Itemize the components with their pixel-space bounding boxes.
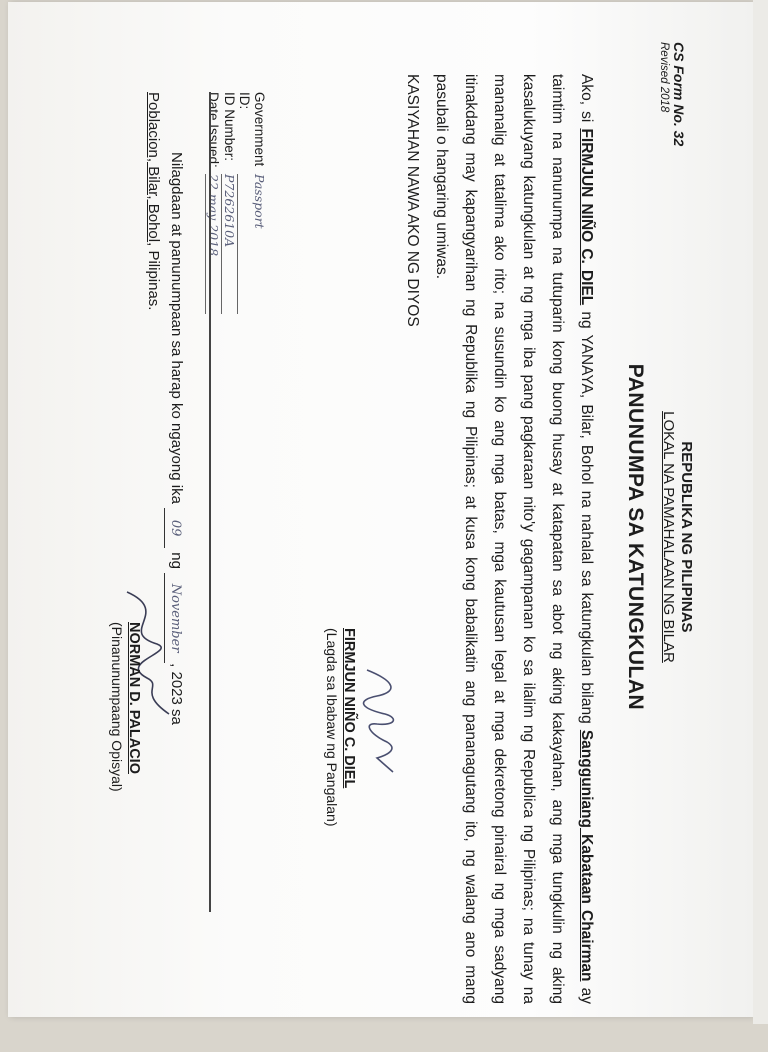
form-revision: Revised 2018 [658, 42, 670, 113]
officer-caption: (Pinanunumpaang Opisyal) [109, 622, 125, 792]
lgu-heading: LOKAL NA PAMAHALAAN NG BILAR [660, 411, 677, 663]
oath-part1: ng YANAYA, Bilar, Bohol na nahalal sa katungkulan bilang [578, 305, 595, 730]
oath-part2: ay taimtim na nanunumpa na tutuparin kong buong husay at katapatan sa abot ng aking kakayahan, ang mga tungkulin ng aking kasalukuyang katungkulan at ng mga iba pang pagkaraan nito'y gagampanan ko sa ilalim ng Republica ng Pilipinas; na tunay na mananalig at tatalima ako rito; na susundin ko ang mga batas, mga kautusan legal at mga dekretong pinairal ng mga sadyang itinakdang may kapangyarihan ng Republika ng Pilipinas; at kusa kong babalikatin ang pananagutang ito, ng walang ano mang pasubali o hangaring umiwas. [433, 74, 595, 1004]
rotated-form [47, 22, 707, 1002]
oath-body [398, 74, 601, 1004]
affiant-caption: (Lagda sa Ibabaw ng Pangalan) [324, 628, 340, 827]
swearing-statement [143, 92, 187, 992]
swear-text4: , Pilipinas. [145, 242, 162, 311]
page-edge [753, 0, 768, 1024]
swear-place: Poblacion, Bilar, Bohol [145, 92, 162, 243]
oath-paragraph [427, 74, 601, 1004]
swear-text2: ng [168, 548, 185, 574]
date-issued-value: 22 may 2018 [205, 174, 221, 314]
government-id-block [205, 92, 267, 314]
swear-text3: , 2023 sa [168, 663, 185, 725]
republic-heading: REPUBLIKA NG PILIPINAS [678, 441, 695, 633]
swear-day: 09 [164, 508, 186, 548]
oath-name: FIRMJUN NIÑO C. DIEL [578, 128, 595, 306]
officer-name: NORMAN D. PALACIO [126, 622, 142, 774]
affiant-name: FIRMJUN NIÑO C. DIEL [341, 628, 357, 789]
swear-text1: Nilagdaan at panunumpaan sa harap ko ngayong ika [168, 152, 185, 509]
swear-month: November [164, 573, 186, 663]
page-title: PANUNUMPA SA KATUNGKULAN [624, 363, 647, 711]
id-number-value: P7262610A [221, 174, 237, 314]
gov-id-label: Government ID: [237, 92, 267, 167]
oath-position: Sangguniang Kabataan Chairman [578, 729, 595, 982]
oath-intro: Ako, si [578, 74, 595, 129]
affiant-signature [352, 662, 407, 782]
date-issued-label: Date Issued: [206, 92, 221, 168]
form-number: CS Form No. 32 [671, 42, 687, 147]
divider [209, 92, 211, 912]
id-number-label: ID Number: [222, 92, 237, 162]
oath-closing: KASIYAHAN NAWA AKO NG DIYOS [404, 74, 421, 327]
gov-id-value: Passport [237, 174, 267, 314]
